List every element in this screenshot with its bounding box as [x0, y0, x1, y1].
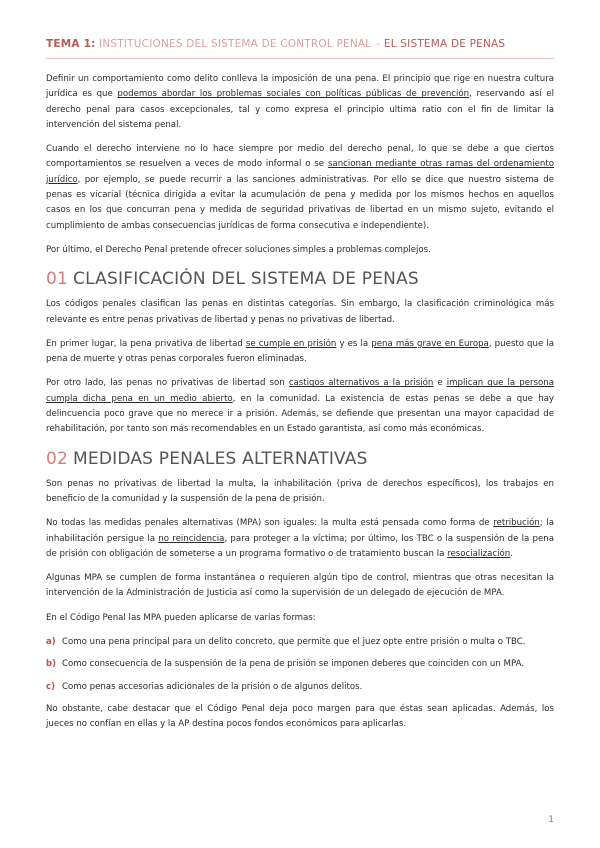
- underlined-phrase: podemos abordar los problemas sociales con políticas públicas de prevención: [117, 89, 470, 100]
- list-item-text: Como una pena principal para un delito concreto, que permite que el juez opte entre prisión o multa o TBC.: [62, 637, 526, 648]
- section2-paragraph-3: Algunas MPA se cumplen de forma instantánea o requieren algún tipo de control, mientras que otras necesitan la intervención de la Administración de Justicia así como la supervisión de un delegado de ejecución de MPA.: [46, 573, 554, 599]
- list-marker: a): [46, 637, 56, 648]
- section1-paragraph-1: Los códigos penales clasifican las penas en distintas categorías. Sin embargo, la clasificación criminológica más relevante es entre penas privativas de libertad y penas no privativas de libertad.: [46, 299, 554, 325]
- section2-paragraph-4: En el Código Penal las MPA pueden aplicarse de varias formas:: [46, 612, 316, 623]
- underlined-phrase: sancionan mediante otras ramas del ordenamiento jurídico: [46, 159, 554, 185]
- underlined-phrase: retribución: [493, 518, 540, 529]
- section-heading-1: [46, 267, 554, 291]
- list-item: [46, 657, 554, 672]
- underlined-phrase: se cumple en prisión: [245, 338, 337, 349]
- underlined-phrase: pena más grave en Europa: [371, 338, 489, 349]
- header-title: INSTITUCIONES DEL SISTEMA DE CONTROL PENAL –: [99, 38, 381, 50]
- section-title: MEDIDAS PENALES ALTERNATIVAS: [73, 448, 368, 469]
- list-marker: c): [46, 681, 56, 692]
- page-number: 1: [548, 815, 554, 825]
- intro-paragraph-2: Cuando el derecho interviene no lo hace siempre por medio del derecho penal, lo que se debe a que ciertos comportamientos se resuelven a veces de modo informal o se sancionan mediante otras ramas del ordenamiento jurídico, por ejemplo, se puede recurrir a las sanciones administrativas. Por ello se dice que nuestro sistema de penas es vicarial (técnica dirigida a evitar la acumulación de pena y medida por los mismos hechos en aquellos casos en los que concurran pena y medida de seguridad privativas de libertad en un mismo sujeto, evitando el cumplimiento de ambas consecuencias jurídicas de forma consecutiva e independiente).: [46, 144, 554, 231]
- section1-paragraph-3: Por otro lado, las penas no privativas de libertad son castigos alternativos a la prisión e implican que la persona cumpla dicha pena en un medio abierto, en la comunidad. La existencia de estas penas se debe a que hay delincuencia poco grave que no merece ir a prisión. Además, se defiende que presentan una mayor capacidad de rehabilitación, por tanto son más recomendables en un Estado garantista, así como más económicas.: [46, 378, 554, 435]
- application-forms-list: [46, 635, 554, 695]
- page-header: [46, 38, 554, 50]
- underlined-phrase: castigos alternativos a la prisión: [288, 378, 434, 389]
- header-divider: [46, 58, 554, 59]
- section2-paragraph-5: No obstante, cabe destacar que el Código Penal deja poco margen para que éstas sean aplicadas. Además, los jueces no confían en ellas y la AP destina pocos fondos económicos para aplicarlas.: [46, 703, 554, 730]
- list-marker: b): [46, 659, 57, 670]
- underlined-phrase: no reincidencia: [158, 533, 225, 544]
- section-title: CLASIFICACIÓN DEL SISTEMA DE PENAS: [73, 269, 419, 290]
- header-subtitle: EL SISTEMA DE PENAS: [383, 38, 506, 50]
- underlined-phrase: resocialización: [447, 548, 511, 559]
- section2-paragraph-1: Son penas no privativas de libertad la multa, la inhabilitación (priva de derechos específicos), los trabajos en beneficio de la comunidad y la suspensión de la pena de prisión.: [46, 478, 554, 504]
- list-item: [46, 635, 554, 650]
- list-item-text: Como penas accesorias adicionales de la prisión o de algunos delitos.: [62, 681, 363, 692]
- section-number: 01: [46, 269, 69, 290]
- underlined-phrase: implican que la persona cumpla dicha pena en un medio abierto: [46, 378, 554, 404]
- section2-paragraph-2: No todas las medidas penales alternativas (MPA) son iguales: la multa está pensada como forma de retribución; la inhabilitación persigue la no reincidencia, para proteger a la víctima; por último, los TBC o la suspensión de la pena de prisión con obligación de someterse a un programa formativo o de tratamiento buscan la resocialización.: [46, 518, 555, 559]
- intro-paragraph-1: Definir un comportamiento como delito conlleva la imposición de una pena. El principio que rige en nuestra cultura jurídica es que podemos abordar los problemas sociales con políticas públicas de prevención, reservando así el derecho penal para casos excepcionales, tal y como expresa el principio ultima ratio con el fin de limitar la intervención del sistema penal.: [46, 74, 554, 130]
- section1-paragraph-2: En primer lugar, la pena privativa de libertad se cumple en prisión y es la pena más grave en Europa, puesto que la pena de muerte y otras penas corporales fueron eliminadas.: [46, 338, 555, 365]
- list-item: [46, 680, 554, 695]
- intro-paragraph-3: Por último, el Derecho Penal pretende ofrecer soluciones simples a problemas complejos.: [46, 244, 431, 255]
- section-number: 02: [46, 448, 69, 469]
- document-body: [46, 72, 554, 742]
- list-item-text: Como consecuencia de la suspensión de la pena de prisión se imponen deberes que coinciden con un MPA.: [62, 659, 525, 670]
- section-heading-2: [46, 447, 554, 471]
- header-topic: TEMA 1:: [46, 38, 96, 50]
